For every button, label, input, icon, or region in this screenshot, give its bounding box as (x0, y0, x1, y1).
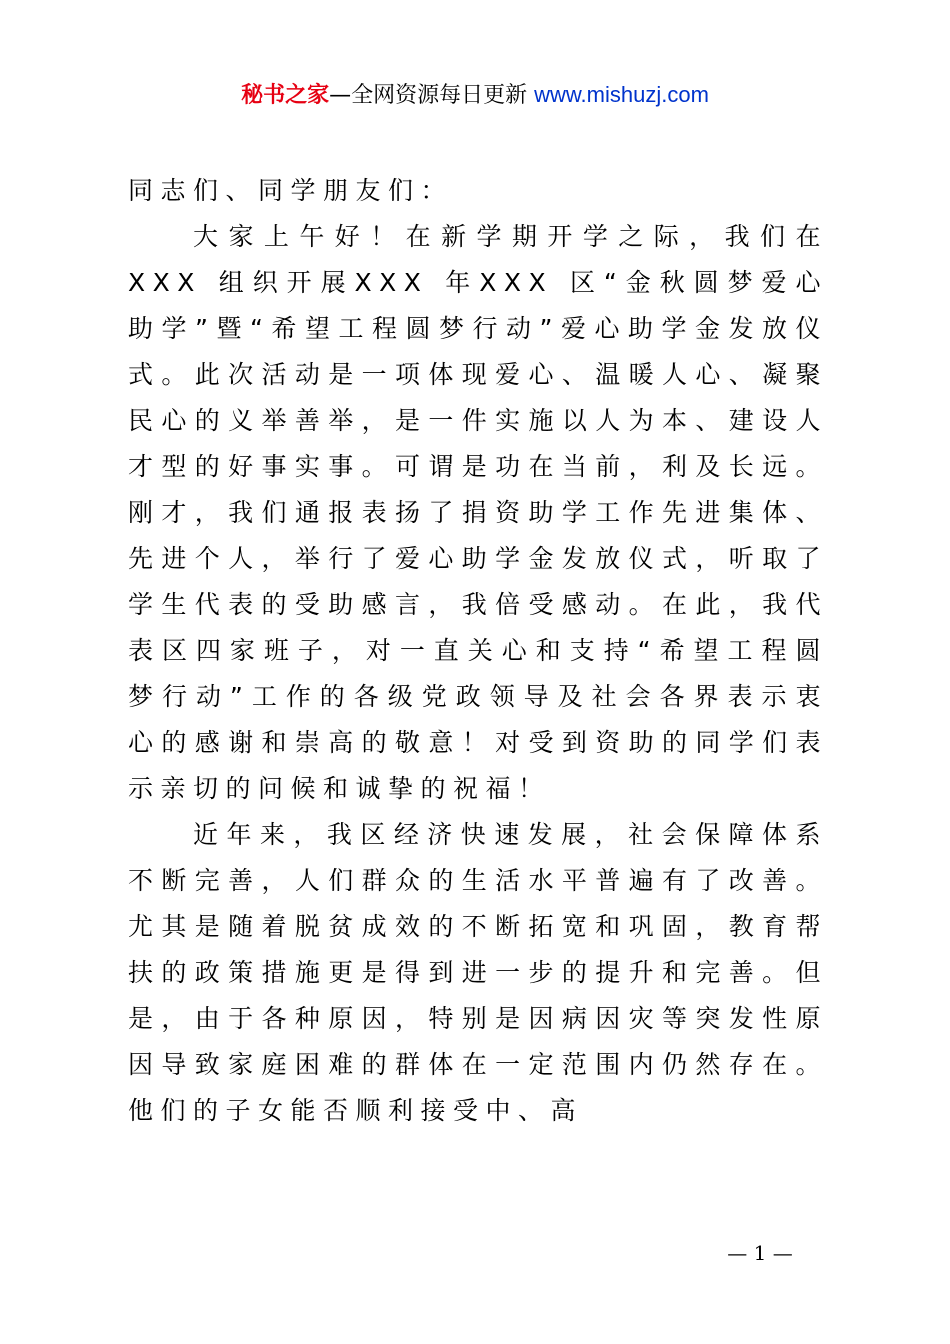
brand-name: 秘书之家 (241, 83, 330, 108)
document-body (128, 168, 828, 1134)
paragraph-2: 近年来，我区经济快速发展，社会保障体系不断完善，人们群众的生活水平普遍有了改善。尤其是随着脱贫成效的不断拓宽和巩固，教育帮扶的政策措施更是得到进一步的提升和完善。但是，由于各种原因，特别是因病因灾等突发性原因导致家庭困难的群体在一定范围内仍然存在。他们的子女能否顺利接受中、高 (128, 820, 828, 1125)
site-url-link[interactable]: www.mishuzj.com (534, 82, 709, 107)
header-slogan: —全网资源每日更新 (329, 83, 528, 108)
page-number: — 1 — (727, 1241, 793, 1265)
site-header (0, 80, 950, 111)
paragraph-1: 大家上午好！在新学期开学之际，我们在XXX 组织开展XXX 年XXX 区“金秋圆梦爱心助学”暨“希望工程圆梦行动”爱心助学金发放仪式。此次活动是一项体现爱心、温暖人心、凝聚民心的义举善举，是一件实施以人为本、建设人才型的好事实事。可谓是功在当前，利及长远。刚才，我们通报表扬了捐资助学工作先进集体、先进个人，举行了爱心助学金发放仪式，听取了学生代表的受助感言，我倍受感动。在此，我代表区四家班子，对一直关心和支持“希望工程圆梦行动”工作的各级党政领导及社会各界表示衷心的感谢和崇高的敬意！对受到资助的同学们表示亲切的问候和诚挚的祝福！ (128, 222, 828, 803)
salutation: 同志们、同学朋友们： (128, 176, 454, 205)
